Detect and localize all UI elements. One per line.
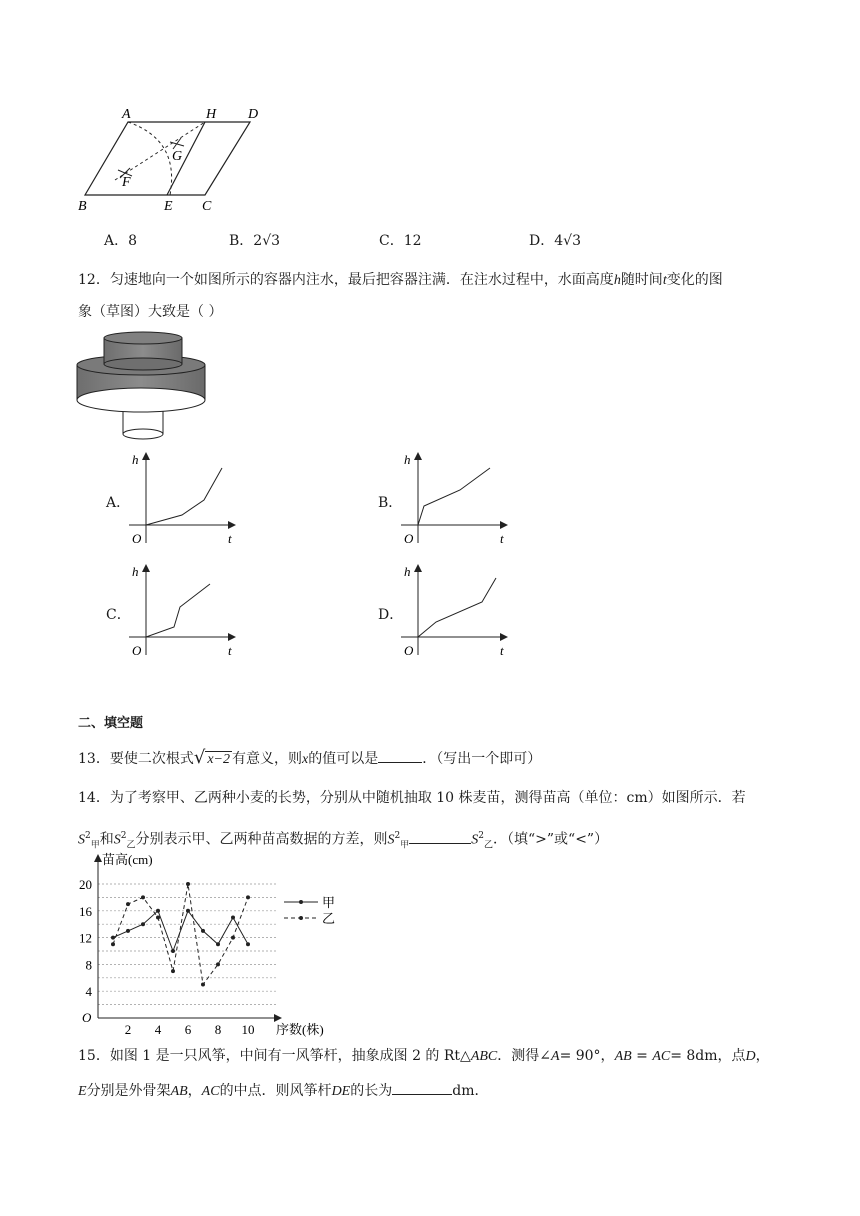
sup-2: 2: [85, 831, 91, 841]
option-value: 8: [128, 233, 138, 249]
sup-2: 2: [394, 831, 401, 841]
x-tick-label: 10: [241, 1022, 255, 1037]
label-H: H: [206, 107, 217, 122]
var-ac: AC: [201, 1084, 220, 1099]
var-de: DE: [331, 1084, 351, 1099]
q12-text-end: 变化的图: [666, 272, 723, 288]
data-point: [171, 949, 175, 953]
q15-eq: =: [636, 1048, 648, 1064]
q12-option-a-label: A．: [106, 495, 131, 511]
origin-o: O: [132, 643, 142, 658]
option-label: B．: [229, 233, 254, 249]
curve-d: [418, 578, 496, 637]
chart-axes: [94, 854, 282, 1022]
q13-text-mid: 有意义，则: [231, 751, 302, 767]
var-a: A: [551, 1049, 560, 1064]
x-tick-label: 4: [154, 1022, 162, 1037]
q15-text: ．测得∠: [497, 1048, 551, 1064]
y-arrow: [414, 452, 422, 460]
data-point: [231, 916, 235, 920]
q14-text-mid: 分别表示甲、乙两种苗高数据的方差，则: [135, 831, 388, 848]
data-point: [216, 962, 220, 966]
x-tick-label: 2: [124, 1022, 132, 1037]
answer-blank[interactable]: [409, 829, 471, 844]
data-point: [186, 909, 190, 913]
arc-dashed: [128, 122, 172, 195]
section-title: 二、填空题: [78, 716, 144, 731]
q15-text: = 90°，: [559, 1048, 615, 1064]
q15-stem-line2: [78, 1080, 488, 1102]
axis-t: t: [228, 643, 232, 658]
x-arrow: [228, 521, 236, 529]
q15-sep: ，: [187, 1083, 202, 1099]
q14-line-chart: [70, 852, 360, 1040]
label-F: F: [122, 175, 131, 190]
q11-option-b: [229, 230, 280, 250]
var-s: S: [113, 832, 121, 848]
data-point: [156, 909, 160, 913]
chart-y-label: 苗高(cm): [102, 852, 153, 867]
series-line-1: [113, 911, 248, 951]
chart-y-arrow: [94, 854, 102, 862]
data-point: [126, 929, 130, 933]
origin-o: O: [132, 531, 142, 546]
axis-h: h: [404, 564, 411, 579]
var-e: E: [78, 1084, 87, 1099]
q15-comma: ，: [755, 1048, 770, 1064]
option-label: C．: [379, 233, 404, 249]
sup-2: 2: [478, 831, 484, 841]
data-point: [156, 916, 160, 920]
data-point: [231, 936, 235, 940]
chart-origin: O: [82, 1010, 92, 1025]
legend-marker: [299, 900, 303, 904]
data-point: [186, 882, 190, 886]
y-arrow: [414, 564, 422, 572]
q13-text-end: ．（写出一个即可）: [422, 751, 542, 767]
var-x: x: [301, 752, 309, 767]
middle-bottom-ellipse: [77, 388, 205, 412]
q15-unit: dm．: [452, 1083, 489, 1099]
var-abc: ABC: [470, 1049, 498, 1064]
option-value: 4√3: [554, 233, 581, 249]
var-h: h: [613, 273, 621, 288]
q15-stem-line1: [78, 1046, 770, 1067]
bottom-ellipse: [123, 429, 163, 439]
data-point: [201, 929, 205, 933]
axis-t: t: [500, 531, 504, 546]
curve-b: [418, 468, 490, 525]
q14-text-end: ．（填“>”或“<”）: [493, 831, 609, 848]
y-tick-label: 4: [85, 984, 92, 1000]
x-arrow: [500, 633, 508, 641]
y-tick-label: 20: [79, 877, 92, 892]
y-tick-label: 12: [79, 930, 92, 946]
axis-t: t: [500, 643, 504, 658]
y-arrow: [142, 564, 150, 572]
x-arrow: [228, 633, 236, 641]
var-ab: AB: [614, 1049, 632, 1064]
q11-parallelogram-figure: [70, 100, 280, 215]
sub-yi: 乙: [483, 840, 493, 851]
sqrt-sign: √: [193, 747, 206, 768]
data-point: [126, 902, 130, 906]
q12-stem-line1: [78, 270, 723, 291]
chart-y-ticks: [79, 877, 93, 999]
data-point: [246, 942, 250, 946]
sub-yi: 乙: [126, 840, 136, 851]
q13-radicand: x−2: [207, 752, 230, 767]
data-point: [246, 895, 250, 899]
q13-text-suffix: 的值可以是: [308, 751, 379, 767]
q15-text: 分别是外骨架: [86, 1083, 171, 1099]
q12-graph-a: [124, 448, 244, 548]
q14-and: 和: [99, 831, 114, 848]
x-tick-label: 8: [214, 1022, 222, 1037]
option-label: A．: [104, 233, 129, 249]
q13-text: 13．要使二次根式: [78, 751, 194, 767]
series-line-2: [113, 884, 248, 985]
chart-x-ticks: [125, 1022, 255, 1037]
y-tick-label: 16: [79, 903, 92, 919]
bisector-dashed: [115, 122, 205, 180]
chart-x-label: 序数(株): [276, 1022, 324, 1037]
parallelogram-ABCD: [85, 122, 250, 195]
q12-option-b-label: B．: [378, 495, 403, 511]
label-G: G: [172, 149, 183, 164]
answer-blank[interactable]: [392, 1080, 452, 1095]
label-A: A: [122, 107, 131, 122]
axis-t: t: [228, 531, 232, 546]
data-point: [216, 942, 220, 946]
sub-jia: 甲: [400, 840, 410, 851]
var-t: t: [662, 273, 667, 288]
q12-graph-c: [124, 560, 244, 660]
data-point: [141, 895, 145, 899]
legend-label-1: 甲: [322, 895, 336, 910]
data-point: [201, 983, 205, 987]
x-tick-label: 6: [184, 1022, 192, 1037]
data-point: [111, 942, 115, 946]
q12-stem-line2: 象（草图）大致是（ ）: [78, 304, 223, 320]
origin-o: O: [404, 531, 414, 546]
var-s: S: [471, 832, 479, 848]
var-d: D: [745, 1049, 756, 1064]
q12-text: 12．匀速地向一个如图所示的容器内注水，最后把容器注满．在注水过程中，水面高度: [78, 272, 614, 288]
label-B: B: [78, 199, 87, 214]
chart-legend: [284, 895, 335, 926]
q15-text: 的中点．则风筝杆: [219, 1083, 332, 1099]
q12-container-figure: [74, 330, 214, 445]
axis-h: h: [132, 564, 139, 579]
answer-blank[interactable]: [378, 748, 422, 763]
top-bottom-ellipse: [104, 358, 182, 370]
x-arrow: [500, 521, 508, 529]
sub-jia: 甲: [90, 840, 100, 851]
q12-option-c-label: C．: [106, 607, 131, 623]
sup-2: 2: [120, 831, 127, 841]
var-ab: AB: [170, 1084, 188, 1099]
label-C: C: [202, 199, 212, 214]
origin-o: O: [404, 643, 414, 658]
var-s: S: [387, 832, 395, 848]
var-s: S: [78, 832, 85, 848]
top-ellipse: [104, 332, 182, 344]
chart-x-arrow: [274, 1014, 282, 1022]
label-E: E: [164, 199, 173, 214]
var-ac: AC: [652, 1049, 671, 1064]
data-point: [111, 936, 115, 940]
q14-stem-line1: 14．为了考察甲、乙两种小麦的长势，分别从中随机抽取 10 株麦苗，测得苗高（单位：cm）如图所示．若: [78, 790, 746, 806]
y-arrow: [142, 452, 150, 460]
option-value: 2√3: [253, 233, 281, 249]
q15-text: 15．如图 1 是一只风筝，中间有一风筝杆，抽象成图 2 的 Rt△: [78, 1048, 471, 1064]
label-D: D: [248, 107, 259, 122]
q12-text-mid: 随时间: [620, 272, 663, 288]
option-label: D．: [529, 233, 555, 249]
option-value: 12: [403, 233, 422, 249]
curve-a: [146, 468, 222, 525]
q11-option-d: [529, 230, 581, 250]
legend-label-2: 乙: [322, 911, 336, 926]
q12-graph-d: [396, 560, 516, 660]
q12-option-d-label: D．: [378, 607, 404, 623]
axis-h: h: [132, 452, 139, 467]
q13-stem: [78, 748, 541, 770]
axis-h: h: [404, 452, 411, 467]
data-point: [171, 969, 175, 973]
legend-marker: [299, 916, 303, 920]
q15-text: 的长为: [350, 1083, 393, 1099]
q12-graph-b: [396, 448, 516, 548]
q15-text: = 8dm，点: [670, 1048, 746, 1064]
q11-option-a: [104, 230, 137, 250]
data-point: [141, 922, 145, 926]
curve-c: [146, 584, 210, 637]
q11-option-c: [379, 230, 422, 250]
y-tick-label: 8: [85, 957, 92, 973]
